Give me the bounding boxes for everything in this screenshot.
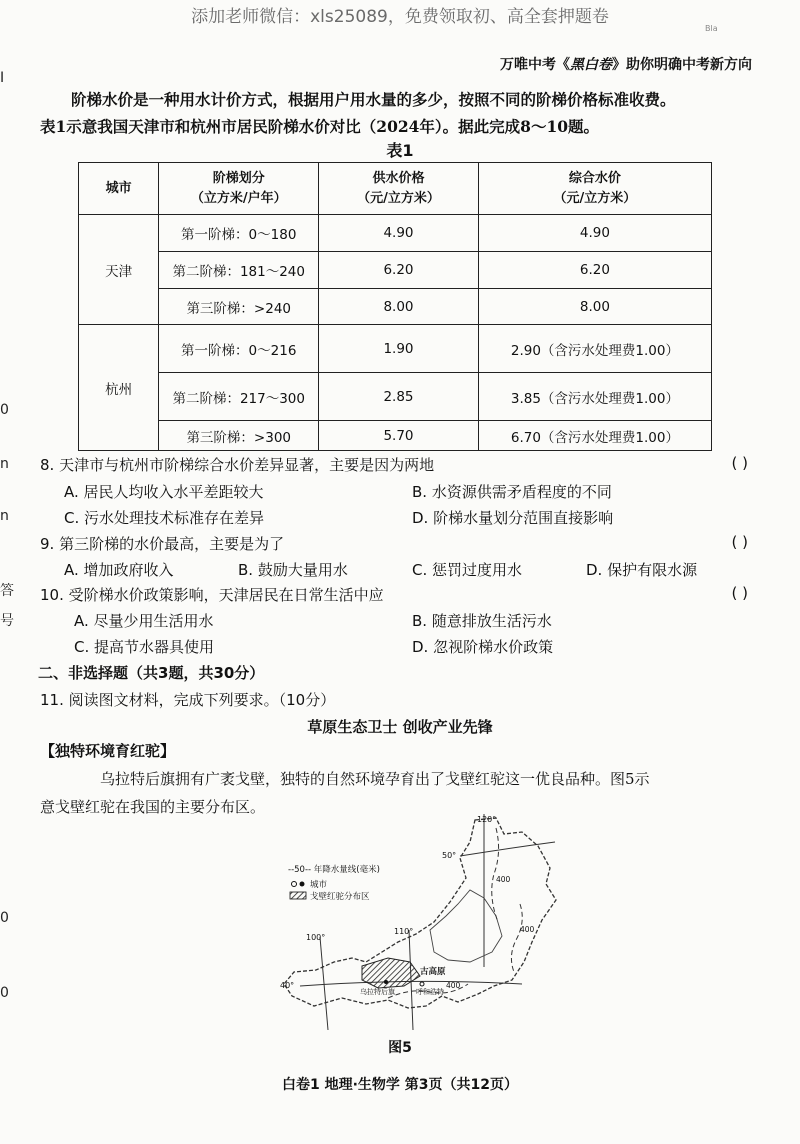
table-row [79,421,712,451]
supply-cell: 1.90 [319,325,479,373]
legend-city-symbol [300,882,305,887]
edge-mark: n [0,456,9,472]
label-city-urad: 乌拉特后旗 [360,988,395,996]
watermark-text: 添加老师微信：xls25089，免费领取初、高全套押题卷 [191,7,609,27]
label-city-hohhot: 呼和浩特 [416,988,444,996]
edge-mark: n [0,508,9,524]
meridian-100 [320,937,328,1030]
intro-line-2: 表1示意我国天津市和杭州市居民阶梯水价对比（2024年）。据此完成8～10题。 [40,117,600,136]
header-supply-price: 供水价格 （元/立方米） [319,163,479,215]
material-line-2: 意戈壁红驼在我国的主要分布区。 [40,798,266,816]
province-inner-boundary [430,890,502,962]
legend-city: 城市 [310,880,328,890]
material-line-1: 乌拉特后旗拥有广袤戈壁，独特的自然环境孕育出了戈壁红驼这一优良品种。图5示 [100,770,650,788]
label-lat-50: 50° [442,851,457,860]
q10-option-a[interactable]: A. 尽量少用生活用水 [74,612,214,630]
total-cell: 4.90 [478,215,711,252]
question-10-stem: 10. 受阶梯水价政策影响，天津居民在日常生活中应 [40,586,384,604]
intro-paragraph [40,86,756,140]
edge-mark: I [0,70,5,86]
q9-option-a[interactable]: A. 增加政府收入 [64,561,174,579]
tier-cell: 第二阶梯：217～300 [159,373,319,421]
header-city: 城市 [79,163,159,215]
figure-5-map [270,812,570,1034]
table-row [79,325,712,373]
parallel-50 [460,842,555,856]
tier-cell: 第三阶梯：>240 [159,289,319,325]
tier-cell: 第三阶梯：>300 [159,421,319,451]
city-cell-tianjin: 天津 [79,215,159,325]
label-lon-120: 120° [477,815,497,824]
q10-option-c[interactable]: C. 提高节水器具使用 [74,638,215,656]
legend-area-symbol [290,892,306,899]
edge-mark: 0 [0,985,9,1001]
edge-mark: 0 [0,910,9,926]
supply-cell: 2.85 [319,373,479,421]
edge-mark: 答 [0,583,14,599]
total-cell: 3.85（含污水处理费1.00） [478,373,711,421]
answer-blank-10[interactable]: ( ) [731,584,748,602]
page-footer: 白卷1 地理·生物学 第3页（共12页） [281,1077,519,1093]
margin-scribble: Bla [705,24,718,33]
q10-option-b[interactable]: B. 随意排放生活污水 [412,612,552,630]
table-row [79,252,712,289]
question-11-stem: 11. 阅读图文材料，完成下列要求。（10分） [40,691,336,709]
material-bracket-title: 【独特环境育红驼】 [40,742,176,760]
region-boundary [284,818,556,1008]
label-lon-100: 100° [306,933,326,942]
question-8-stem: 8. 天津市与杭州市阶梯综合水价差异显著，主要是因为两地 [40,456,435,474]
q8-option-b[interactable]: B. 水资源供需矛盾程度的不同 [412,483,612,501]
isohyet-line [511,904,522,972]
legend-isohyet: --50-- 年降水量线(毫米) [288,865,380,875]
label-plateau: 古高原 [420,967,446,977]
label-lon-110: 110° [394,927,414,936]
legend-city-symbol [292,882,297,887]
q9-option-d[interactable]: D. 保护有限水源 [586,561,698,579]
edge-mark: 号 [0,613,14,629]
q8-option-d[interactable]: D. 阶梯水量划分范围直接影响 [412,509,614,527]
supply-cell: 5.70 [319,421,479,451]
table-header-row [79,163,712,215]
city-cell-hangzhou: 杭州 [79,325,159,451]
table-row [79,289,712,325]
header-total-price: 综合水价 （元/立方米） [478,163,711,215]
brand-name: 黑白卷 [570,57,612,73]
header-tier: 阶梯划分 （立方米/户年） [159,163,319,215]
water-price-table [78,162,712,451]
total-cell: 8.00 [478,289,711,325]
tier-cell: 第二阶梯：181～240 [159,252,319,289]
table-row [79,215,712,252]
isohyet-label: 400 [520,925,535,934]
q8-option-c[interactable]: C. 污水处理技术标准存在差异 [64,509,265,527]
q10-option-d[interactable]: D. 忽视阶梯水价政策 [412,638,554,656]
label-lat-40: 40° [280,981,295,990]
intro-line-1: 阶梯水价是一种用水计价方式，根据用户用水量的多少，按照不同的阶梯价格标准收费。 [71,90,676,109]
material-subtitle: 草原生态卫士 创收产业先锋 [307,718,493,736]
question-9-stem: 9. 第三阶梯的水价最高，主要是为了 [40,535,285,553]
header-slogan: 万唯中考《黑白卷》助你明确中考新方向 [500,57,752,73]
q9-option-b[interactable]: B. 鼓励大量用水 [238,561,348,579]
table-caption: 表1 [386,141,414,160]
section-2-title: 二、非选择题（共3题，共30分） [38,664,265,682]
isohyet-label: 400 [446,981,461,990]
supply-cell: 6.20 [319,252,479,289]
answer-blank-8[interactable]: ( ) [731,454,748,472]
supply-cell: 4.90 [319,215,479,252]
q8-option-a[interactable]: A. 居民人均收入水平差距较大 [64,483,264,501]
answer-blank-9[interactable]: ( ) [731,533,748,551]
city-marker-hohhot [420,982,424,986]
isohyet-label: 400 [496,875,511,884]
table-row [79,373,712,421]
legend-area: 戈壁红驼分布区 [310,892,370,902]
city-marker-urad [384,980,388,984]
q9-option-c[interactable]: C. 惩罚过度用水 [412,561,523,579]
edge-mark: 0 [0,402,9,418]
tier-cell: 第一阶梯：0～216 [159,325,319,373]
total-cell: 6.20 [478,252,711,289]
figure-caption: 图5 [388,1040,412,1056]
supply-cell: 8.00 [319,289,479,325]
total-cell: 2.90（含污水处理费1.00） [478,325,711,373]
total-cell: 6.70（含污水处理费1.00） [478,421,711,451]
tier-cell: 第一阶梯：0～180 [159,215,319,252]
